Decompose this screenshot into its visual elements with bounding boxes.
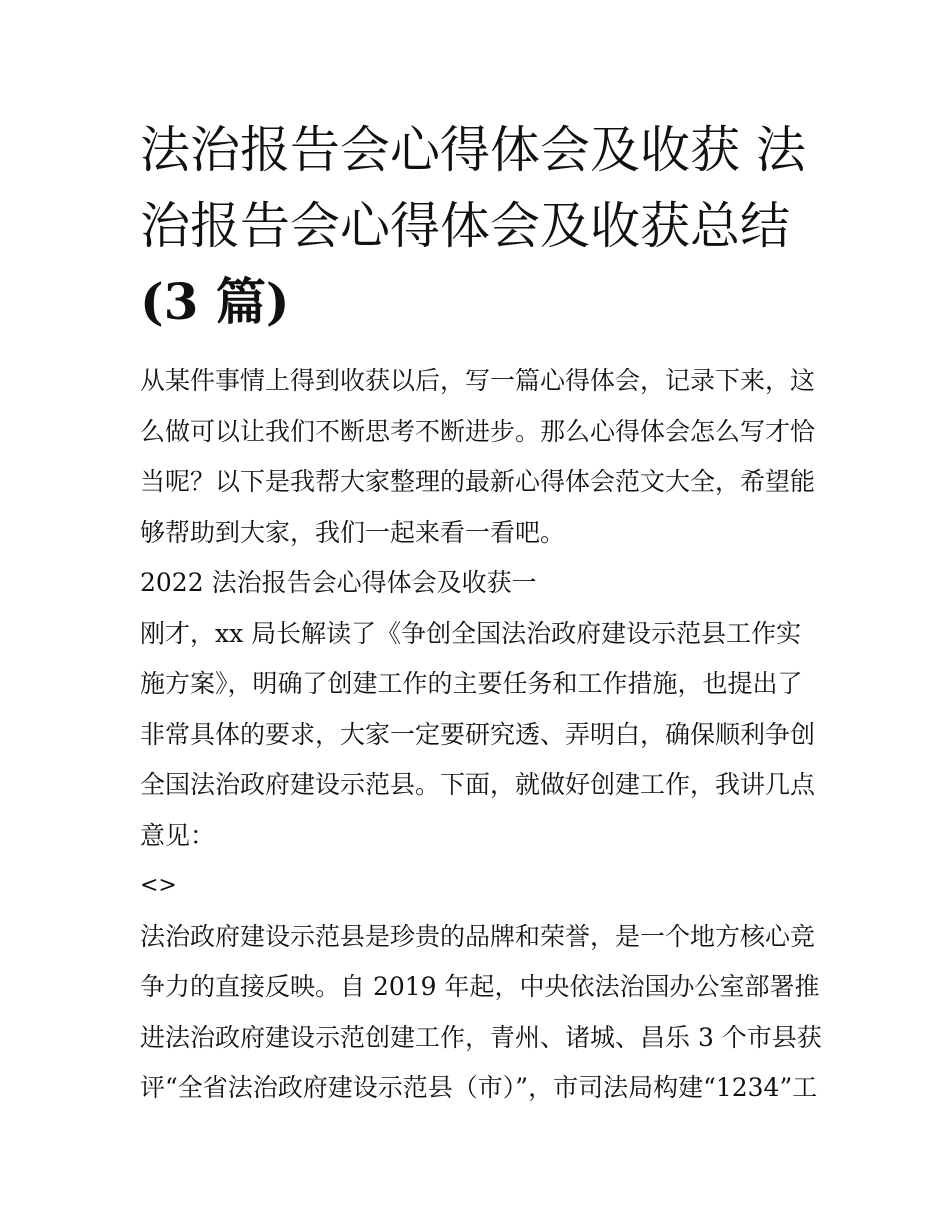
body-line-14: 进法治政府建设示范创建工作，青州、诸城、昌乐 3 个市县获 <box>140 1022 822 1052</box>
body-line-12: 法治政府建设示范县是珍贵的品牌和荣誉，是一个地方核心竞 <box>140 921 816 951</box>
title-line-1: 法治报告会心得体会及收获 法 <box>140 121 806 179</box>
body-line-1: 从某件事情上得到收获以后，写一篇心得体会，记录下来，这 <box>140 366 816 395</box>
body-line-8: 非常具体的要求，大家一定要研究透、弄明白，确保顺利争创 <box>140 719 816 749</box>
title-line-2: 治报告会心得体会及收获总结 <box>140 197 790 255</box>
document-body <box>140 356 820 1114</box>
body-line-15: 评“全省法治政府建设示范县（市）”，市司法局构建“1234”工 <box>140 1073 818 1102</box>
section-heading: 2022 法治报告会心得体会及收获一 <box>140 568 537 597</box>
body-line-11: <> <box>140 873 177 898</box>
body-line-4: 够帮助到大家，我们一起来看一看吧。 <box>140 517 566 547</box>
body-line-3: 当呢？以下是我帮大家整理的最新心得体会范文大全，希望能 <box>140 467 816 496</box>
body-line-10: 意见： <box>140 820 216 850</box>
title-line-3: (3 篇) <box>140 272 290 331</box>
body-line-6: 刚才，xx 局长解读了《争创全国法治政府建设示范县工作实 <box>140 618 802 648</box>
body-line-13: 争力的直接反映。自 2019 年起，中央依法治国办公室部署推 <box>140 972 820 1001</box>
body-line-2: 么做可以让我们不断思考不断进步。那么心得体会怎么写才恰 <box>140 416 816 446</box>
body-line-9: 全国法治政府建设示范县。下面，就做好创建工作，我讲几点 <box>140 770 816 799</box>
body-line-7: 施方案》，明确了创建工作的主要任务和工作措施，也提出了 <box>140 669 803 698</box>
document-title <box>140 112 820 340</box>
